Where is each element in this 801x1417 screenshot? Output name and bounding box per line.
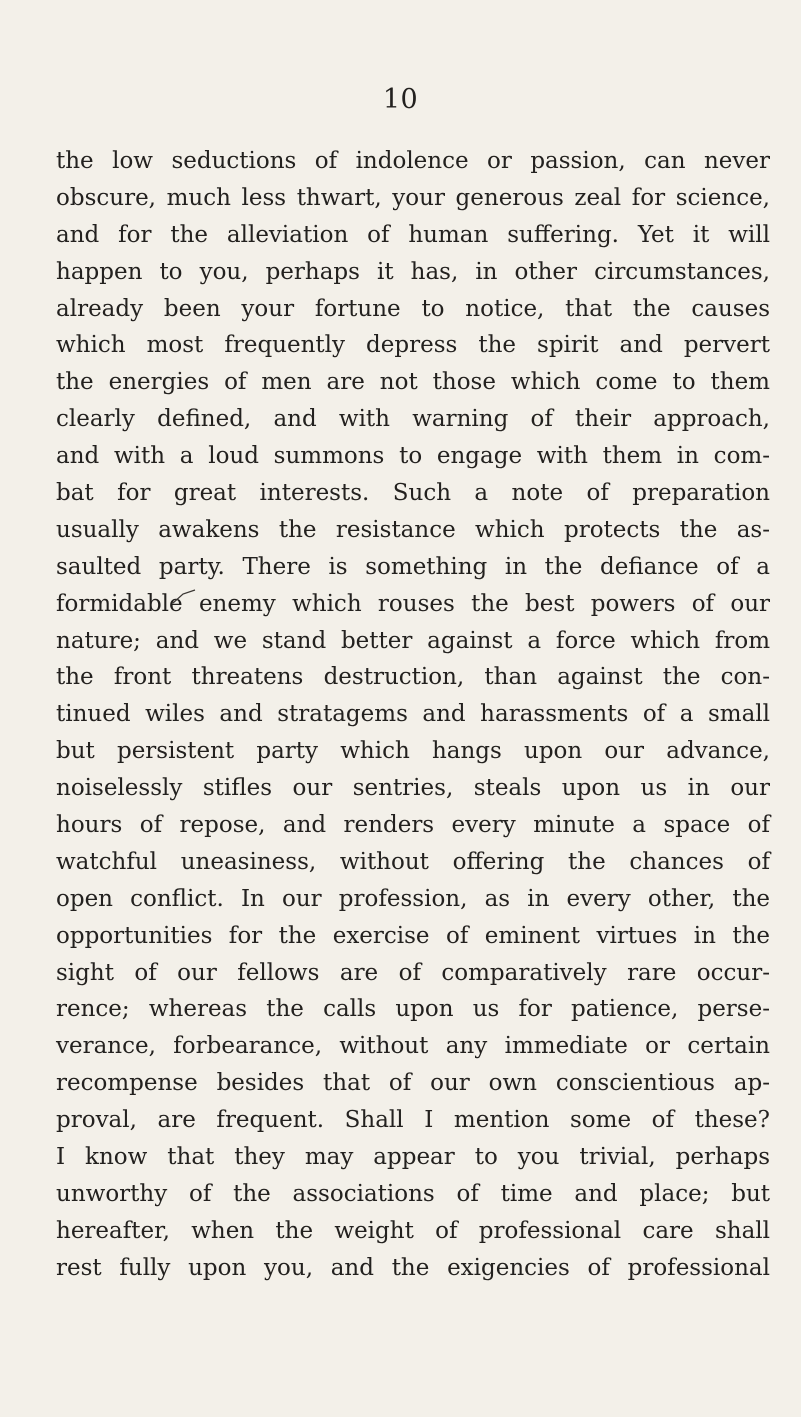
text-line: saulted party. There is something in the defiance of a (56, 553, 770, 580)
text-line: proval, are frequent. Shall I mention some of these? (56, 1107, 770, 1134)
text-line: the low seductions of indolence or passion, can never (56, 148, 770, 174)
text-line: happen to you, perhaps it has, in other circumstances, (56, 258, 770, 285)
text-line: watchful uneasiness, without offering the chances of (56, 848, 770, 875)
text-line: verance, forbearance, without any immediate or certain (56, 1033, 770, 1060)
text-line: rence; whereas the calls upon us for patience, perse- (56, 996, 770, 1023)
text-line: tinued wiles and stratagems and harassments of a small (56, 701, 770, 728)
text-line: recompense besides that of our own conscientious ap- (56, 1070, 770, 1097)
text-line: hours of repose, and renders every minute a space of (56, 812, 770, 839)
pen-mark-icon (171, 578, 199, 606)
text-line: unworthy of the associations of time and place; but (56, 1180, 770, 1207)
text-line: hereafter, when the weight of professional care shall (56, 1217, 770, 1244)
text-line: and with a loud summons to engage with them in com- (56, 443, 770, 470)
text-line: open conflict. In our profession, as in every other, the (56, 885, 770, 912)
text-line: the energies of men are not those which come to them (56, 369, 770, 396)
text-line: rest fully upon you, and the exigencies of professional (56, 1254, 770, 1281)
text-line: I know that they may appear to you trivial, perhaps (56, 1144, 770, 1171)
text-line: sight of our fellows are of comparatively rare occur- (56, 959, 770, 986)
body-text (56, 143, 770, 1287)
text-line: opportunities for the exercise of eminent virtues in the (56, 922, 770, 949)
text-line: formidable enemy which rouses the best powers of our (56, 590, 770, 617)
page-number: 10 (382, 84, 419, 115)
text-line: and for the alleviation of human suffering. Yet it will (56, 221, 770, 248)
text-line: noiselessly stifles our sentries, steals upon us in our (56, 775, 770, 802)
text-line: nature; and we stand better against a force which from (56, 627, 770, 654)
text-line: usually awakens the resistance which protects the as- (56, 516, 770, 543)
text-line: already been your fortune to notice, that the causes (56, 295, 770, 322)
text-line: the front threatens destruction, than against the con- (56, 664, 770, 691)
text-line: but persistent party which hangs upon our advance, (56, 738, 770, 765)
text-line: clearly defined, and with warning of their approach, (56, 406, 770, 433)
text-line: obscure, much less thwart, your generous zeal for science, (56, 184, 770, 211)
text-line: which most frequently depress the spirit and pervert (56, 332, 770, 359)
text-line: bat for great interests. Such a note of preparation (56, 480, 770, 507)
